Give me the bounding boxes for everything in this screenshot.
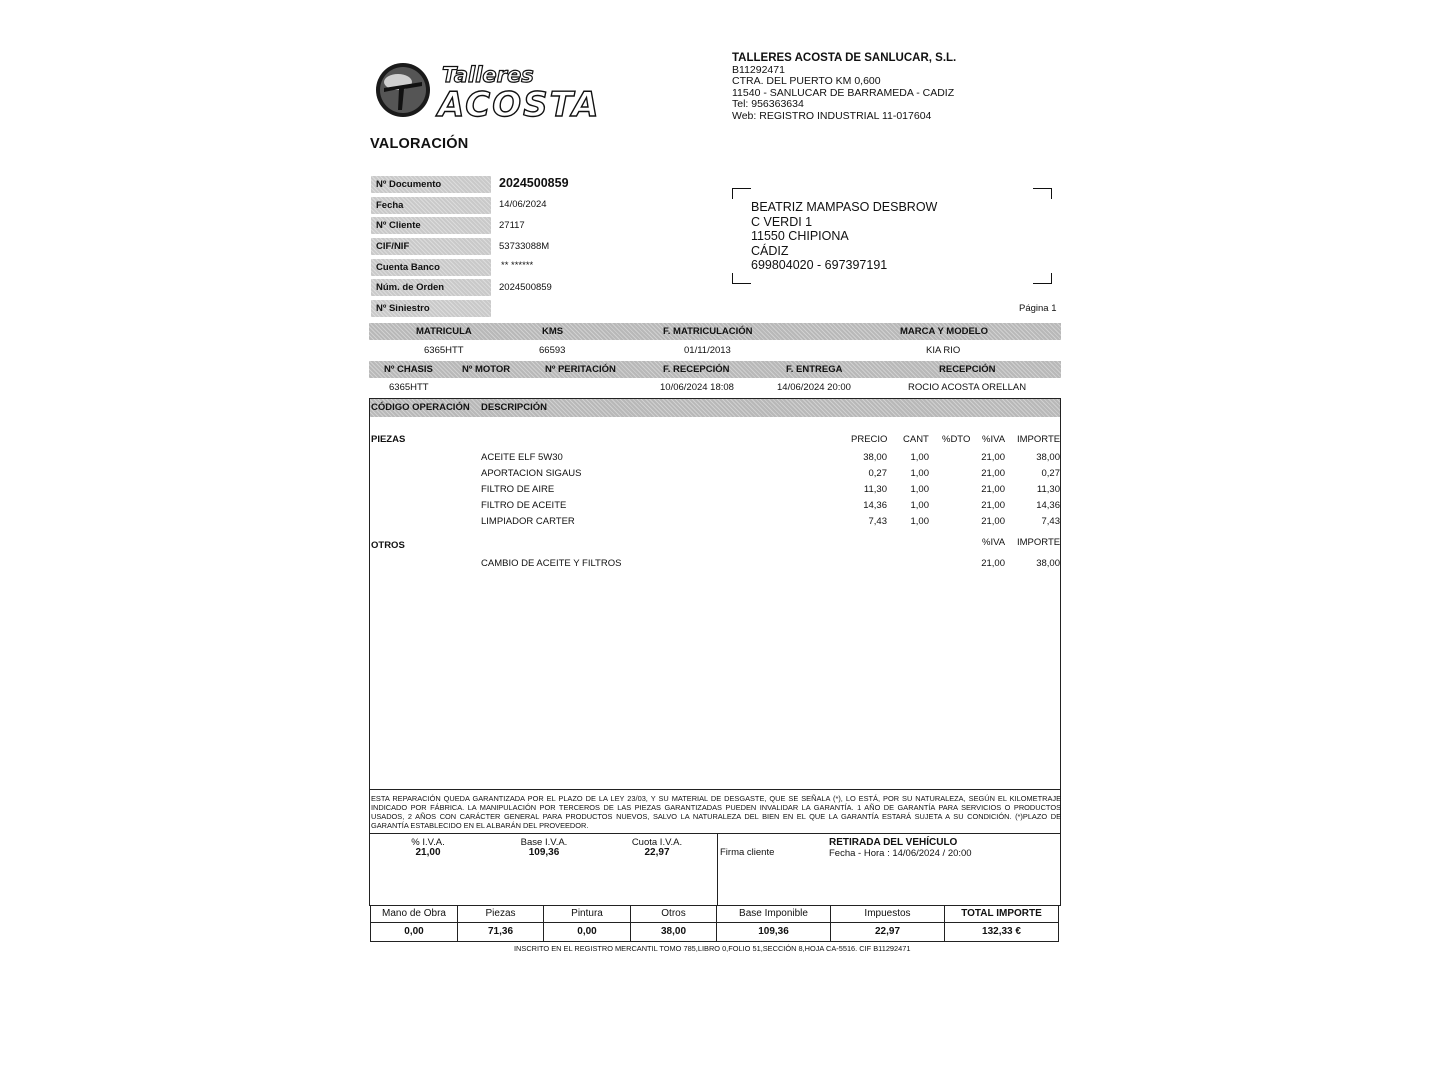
header-f-matriculacion: F. MATRICULACIÓN — [663, 326, 753, 337]
info-value-cuenta: ** ****** — [501, 260, 534, 271]
header-chasis: Nº CHASIS — [384, 364, 433, 375]
otros-desc: CAMBIO DE ACEITE Y FILTROS — [481, 558, 622, 569]
totals-h-base-imponible: Base Imponible — [717, 906, 831, 923]
reception-header-band — [369, 361, 1061, 378]
totals-h-mano-obra: Mano de Obra — [371, 906, 458, 923]
pieza-importe: 7,43 — [1041, 516, 1060, 527]
address-corner-top-left — [732, 188, 751, 199]
customer-address — [751, 200, 937, 273]
totals-header-row — [371, 906, 1059, 923]
info-label-cliente: Nº Cliente — [371, 217, 491, 234]
company-address-line2: 11540 - SANLUCAR DE BARRAMEDA - CADIZ — [732, 86, 955, 99]
pieza-desc: FILTRO DE AIRE — [481, 484, 555, 495]
value-f-matriculacion: 01/11/2013 — [684, 345, 731, 356]
tax-base-label: Base I.V.A. — [520, 837, 568, 848]
value-f-entrega: 14/06/2024 20:00 — [777, 382, 851, 393]
info-label-documento: Nº Documento — [371, 176, 491, 193]
address-corner-top-right — [1033, 188, 1052, 199]
pieza-iva: 21,00 — [981, 516, 1005, 527]
value-f-recepcion: 10/06/2024 18:08 — [660, 382, 734, 393]
pieza-importe: 0,27 — [1041, 468, 1060, 479]
header-kms: KMS — [542, 326, 564, 337]
logo-text-bottom: ACOSTA — [438, 85, 601, 122]
pieza-precio: 38,00 — [863, 452, 887, 463]
info-value-orden: 2024500859 — [499, 282, 552, 293]
value-recepcion: ROCIO ACOSTA ORELLAN — [908, 382, 1027, 393]
pieza-importe: 38,00 — [1036, 452, 1060, 463]
header-matricula: MATRICULA — [416, 326, 472, 337]
tax-cuota-label: Cuota I.V.A. — [631, 837, 683, 848]
company-info — [732, 53, 956, 123]
company-name: TALLERES ACOSTA DE SANLUCAR, S.L. — [732, 52, 957, 64]
pieza-desc: ACEITE ELF 5W30 — [481, 452, 563, 463]
pieza-iva: 21,00 — [981, 484, 1005, 495]
totals-h-total: TOTAL IMPORTE — [945, 906, 1059, 923]
page-number: Página 1 — [1019, 303, 1057, 314]
totals-v-piezas: 71,36 — [458, 923, 544, 942]
col-dto: %DTO — [942, 434, 971, 445]
pieza-iva: 21,00 — [981, 468, 1005, 479]
value-kms: 66593 — [539, 345, 566, 356]
info-value-cliente: 27117 — [499, 220, 525, 231]
section-piezas: PIEZAS — [371, 434, 406, 445]
company-logo — [374, 58, 644, 122]
header-motor: Nº MOTOR — [462, 364, 511, 375]
header-codigo-operacion: CÓDIGO OPERACIÓN — [371, 402, 470, 413]
pieza-cant: 1,00 — [910, 500, 929, 511]
totals-h-piezas: Piezas — [458, 906, 544, 923]
warranty-legal-text: ESTA REPARACIÓN QUEDA GARANTIZADA POR EL PLAZO DE LA LEY 23/03, Y SU MATERIAL DE DESGASTE, QUE SE SEÑALA (*), LO ESTÁ, POR SU NATURALEZA, SEGÚN EL KILOMETRAJE INDICADO POR FÁBRICA. LA MANIPULACIÓN POR TERCEROS DE LAS PIEZAS GARANTIZADAS PUEDEN INVALIDAR LA GARANTÍA. 1 AÑO DE GARANTÍA PARA SERVICIOS O PRODUCTOS USADOS, 2 AÑOS CON CARÁCTER GENERAL PARA PRODUCTOS NUEVOS, SALVO LA NATURALEZA DEL BIEN EN EL QUE LA GARANTÍA ESTARÁ SUJETA A SU CONDICIÓN. (*)PLAZO DE GARANTÍA ESTABLECIDO EN EL ALBARÁN DEL PROVEEDOR. — [371, 794, 1061, 830]
totals-value-row — [371, 923, 1059, 942]
header-f-recepcion: F. RECEPCIÓN — [663, 364, 730, 375]
pieza-precio: 0,27 — [868, 468, 887, 479]
col-iva: %IVA — [982, 434, 1006, 445]
company-cif: B11292471 — [732, 63, 785, 76]
section-otros: OTROS — [371, 540, 405, 551]
totals-v-pintura: 0,00 — [544, 923, 631, 942]
info-value-cif: 53733088M — [499, 241, 550, 252]
customer-name: BEATRIZ MAMPASO DESBROW — [751, 200, 938, 214]
pieza-desc: LIMPIADOR CARTER — [481, 516, 575, 527]
pieza-iva: 21,00 — [981, 500, 1005, 511]
tax-iva-pct-label: % I.V.A. — [411, 837, 445, 848]
pieza-cant: 1,00 — [910, 468, 929, 479]
company-web: Web: REGISTRO INDUSTRIAL 11-017604 — [732, 109, 932, 122]
col-precio: PRECIO — [851, 434, 888, 445]
totals-v-mano-obra: 0,00 — [371, 923, 458, 942]
totals-table — [370, 905, 1059, 942]
company-phone: Tel: 956363634 — [732, 98, 804, 111]
value-matricula: 6365HTT — [424, 345, 464, 356]
firma-cliente-label: Firma cliente — [720, 847, 775, 858]
address-corner-bottom-left — [732, 273, 751, 284]
pieza-desc: APORTACION SIGAUS — [481, 468, 582, 479]
document-title: VALORACIÓN — [370, 136, 469, 152]
col-importe: IMPORTE — [1017, 434, 1061, 445]
pieza-precio: 11,30 — [863, 484, 887, 495]
info-label-fecha: Fecha — [371, 197, 491, 214]
pieza-importe: 11,30 — [1036, 484, 1060, 495]
vehicle-header-band — [369, 323, 1061, 340]
value-chasis: 6365HTT — [389, 382, 429, 393]
totals-h-impuestos: Impuestos — [831, 906, 945, 923]
otros-importe: 38,00 — [1036, 558, 1060, 569]
value-marca-modelo: KIA RIO — [926, 345, 961, 356]
customer-phones: 699804020 - 697397191 — [751, 258, 888, 272]
pieza-cant: 1,00 — [910, 452, 929, 463]
tax-divider — [717, 834, 718, 906]
header-peritacion: Nº PERITACIÓN — [545, 364, 616, 375]
info-value-documento: 2024500859 — [499, 176, 569, 190]
col-otros-importe: IMPORTE — [1017, 537, 1061, 548]
customer-province: CÁDIZ — [751, 243, 789, 258]
totals-h-otros: Otros — [631, 906, 717, 923]
customer-street: C VERDI 1 — [751, 214, 813, 229]
tax-iva-pct-value: 21,00 — [415, 847, 441, 858]
info-value-fecha: 14/06/2024 — [499, 199, 547, 210]
totals-v-total: 132,33 € — [945, 923, 1059, 942]
otros-iva: 21,00 — [981, 558, 1005, 569]
header-marca-modelo: MARCA Y MODELO — [900, 326, 988, 337]
logo-graphic — [374, 58, 644, 122]
logo-text-top: Talleres — [442, 63, 534, 87]
pieza-precio: 7,43 — [868, 516, 887, 527]
registry-footer: INSCRITO EN EL REGISTRO MERCANTIL TOMO 785,LIBRO 0,FOLIO 51,SECCIÓN 8,HOJA CA-5516. CIF B11292471 — [514, 944, 911, 953]
pieza-importe: 14,36 — [1036, 500, 1060, 511]
operations-box — [369, 398, 1061, 790]
info-label-cuenta: Cuenta Banco — [371, 259, 491, 276]
info-label-cif: CIF/NIF — [371, 238, 491, 255]
col-cant: CANT — [903, 434, 929, 445]
pieza-cant: 1,00 — [910, 516, 929, 527]
header-descripcion: DESCRIPCIÓN — [481, 402, 547, 413]
totals-h-pintura: Pintura — [544, 906, 631, 923]
pieza-desc: FILTRO DE ACEITE — [481, 500, 567, 511]
totals-v-base-imponible: 109,36 — [717, 923, 831, 942]
customer-city: 11550 CHIPIONA — [751, 229, 849, 243]
pieza-cant: 1,00 — [910, 484, 929, 495]
info-label-siniestro: Nº Siniestro — [371, 300, 491, 317]
tax-cuota-value: 22,97 — [644, 847, 670, 858]
pieza-precio: 14,36 — [863, 500, 887, 511]
info-label-orden: Núm. de Orden — [371, 279, 491, 296]
header-recepcion: RECEPCIÓN — [939, 364, 996, 375]
pieza-iva: 21,00 — [981, 452, 1005, 463]
totals-v-impuestos: 22,97 — [831, 923, 945, 942]
totals-v-otros: 38,00 — [631, 923, 717, 942]
address-corner-bottom-right — [1033, 273, 1052, 284]
operations-header-band — [370, 399, 1060, 417]
company-address-line1: CTRA. DEL PUERTO KM 0,600 — [732, 75, 881, 88]
tax-base-value: 109,36 — [528, 847, 560, 858]
retirada-fecha: Fecha - Hora : 14/06/2024 / 20:00 — [829, 848, 972, 859]
header-f-entrega: F. ENTREGA — [786, 364, 843, 375]
retirada-title: RETIRADA DEL VEHÍCULO — [829, 837, 958, 848]
col-otros-iva: %IVA — [982, 537, 1006, 548]
